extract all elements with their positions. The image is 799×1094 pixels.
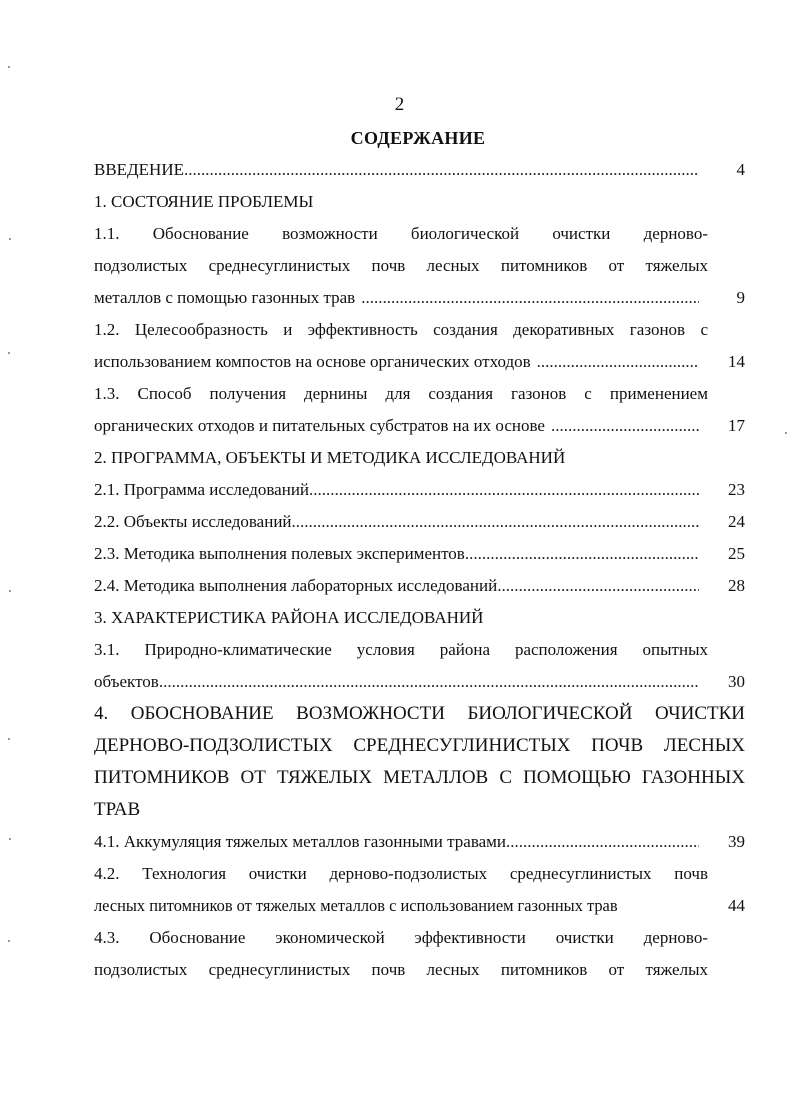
- toc-section-3-1: [94, 634, 745, 698]
- toc-entry-title: 2.4. Методика выполнения лабораторных исследований: [94, 576, 498, 595]
- scan-speck: [9, 838, 11, 840]
- toc-entry-introduction: [94, 154, 745, 186]
- toc-chapter-2: [94, 442, 745, 474]
- scan-speck: [9, 238, 11, 240]
- toc-chapter-3: [94, 602, 745, 634]
- toc-entry-line: подзолистых среднесуглинистых почв лесных питомников от тяжелых: [94, 256, 708, 275]
- toc-section-4-2: [94, 858, 745, 922]
- toc-entry-line: 4.3. Обоснование экономической эффективности очистки дерново-: [94, 928, 708, 947]
- leader-dots: [537, 346, 699, 378]
- scan-speck: [8, 66, 10, 68]
- toc-section-1-1: [94, 218, 745, 314]
- scan-speck: [8, 738, 10, 740]
- leader-dots: [309, 474, 699, 506]
- toc-entry-title: 3. ХАРАКТЕРИСТИКА РАЙОНА ИССЛЕДОВАНИЙ: [94, 608, 484, 627]
- toc-entry-line: использованием компостов на основе органических отходов: [94, 352, 531, 371]
- toc-entry-title: ВВЕДЕНИЕ: [94, 160, 184, 179]
- toc-entry-line: ТРАВ: [94, 799, 141, 820]
- toc-section-1-2: [94, 314, 745, 378]
- toc-section-2-4: [94, 570, 745, 602]
- toc-section-2-2: [94, 506, 745, 538]
- toc-entry-line: органических отходов и питательных субстратов на их основе: [94, 416, 545, 435]
- toc-entry-line: металлов с помощью газонных трав: [94, 288, 356, 307]
- toc-page-number: 23: [728, 480, 745, 499]
- toc-entry-line: 3.1. Природно-климатические условия района расположения опытных: [94, 640, 708, 659]
- toc-entry-title: 2.1. Программа исследований: [94, 480, 310, 499]
- toc-section-2-3: [94, 538, 745, 570]
- leader-dots: [361, 282, 699, 314]
- toc-entry-title: 2. ПРОГРАММА, ОБЪЕКТЫ И МЕТОДИКА ИССЛЕДОВАНИЙ: [94, 448, 566, 467]
- page-title: СОДЕРЖАНИЕ: [350, 128, 486, 148]
- toc-entry-line: 4.2. Технология очистки дерново-подзолистых среднесуглинистых почв: [94, 864, 708, 883]
- table-of-contents: [94, 154, 745, 986]
- scan-speck: [8, 940, 10, 942]
- scan-speck: [8, 352, 10, 354]
- toc-entry-title: 2.3. Методика выполнения полевых экспериментов: [94, 544, 465, 563]
- toc-page-number: 25: [728, 544, 745, 563]
- toc-page-number: 30: [728, 672, 745, 691]
- scan-speck: [9, 590, 11, 592]
- toc-entry-line: 1.2. Целесообразность и эффективность создания декоративных газонов с: [94, 320, 708, 339]
- leader-dots: [551, 410, 699, 442]
- toc-entry-title: 1. СОСТОЯНИЕ ПРОБЛЕМЫ: [94, 192, 314, 211]
- toc-page-number: 4: [736, 160, 745, 179]
- toc-entry-line: 1.1. Обоснование возможности биологической очистки дерново-: [94, 224, 708, 243]
- toc-entry-line: лесных питомников от тяжелых металлов с использованием газонных трав: [94, 896, 618, 915]
- toc-chapter-4: [94, 698, 745, 826]
- leader-dots: [497, 570, 699, 602]
- toc-page-number: 28: [728, 576, 745, 595]
- toc-page-number: 14: [728, 352, 745, 371]
- leader-dots: [159, 666, 699, 698]
- toc-entry-line: 4. ОБОСНОВАНИЕ ВОЗМОЖНОСТИ БИОЛОГИЧЕСКОЙ ОЧИСТКИ: [94, 703, 745, 724]
- toc-section-4-1: [94, 826, 745, 858]
- toc-page-number: 24: [728, 512, 745, 531]
- toc-entry-title: 2.2. Объекты исследований: [94, 512, 292, 531]
- toc-section-4-3: [94, 922, 745, 986]
- toc-entry-title: 4.1. Аккумуляция тяжелых металлов газонными травами: [94, 832, 507, 851]
- toc-section-2-1: [94, 474, 745, 506]
- toc-chapter-1: [94, 186, 745, 218]
- toc-page-number: 44: [728, 896, 745, 915]
- page-number: 2: [394, 94, 405, 115]
- toc-entry-line: 1.3. Способ получения дернины для создания газонов с применением: [94, 384, 708, 403]
- leader-dots: [465, 538, 699, 570]
- toc-entry-line: подзолистых среднесуглинистых почв лесных питомников от тяжелых: [94, 960, 708, 979]
- scan-speck: [785, 432, 787, 434]
- toc-entry-line: ПИТОМНИКОВ ОТ ТЯЖЕЛЫХ МЕТАЛЛОВ С ПОМОЩЬЮ ГАЗОННЫХ: [94, 767, 745, 788]
- leader-dots: [292, 506, 699, 538]
- toc-entry-line: ДЕРНОВО-ПОДЗОЛИСТЫХ СРЕДНЕСУГЛИНИСТЫХ ПОЧВ ЛЕСНЫХ: [94, 735, 745, 756]
- toc-section-1-3: [94, 378, 745, 442]
- toc-page-number: 39: [728, 832, 745, 851]
- leader-dots: [184, 154, 699, 186]
- toc-entry-line: объектов: [94, 672, 159, 691]
- toc-page-number: 9: [736, 288, 745, 307]
- toc-page-number: 17: [728, 416, 745, 435]
- leader-dots: [506, 826, 699, 858]
